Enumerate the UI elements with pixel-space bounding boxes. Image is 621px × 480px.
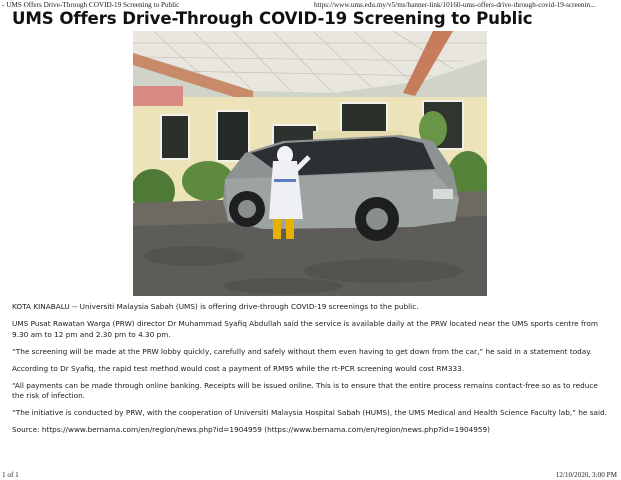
paragraph: UMS Pusat Rawatan Warga (PRW) director Dr Muhammad Syafiq Abdullah said the service is available daily at the PRW located near the UMS sports centre from 9.30 am to 12 pm and 2.30 pm to 4.30 pm. xyxy=(12,318,598,339)
paragraph: According to Dr Syafiq, the rapid test method would cost a payment of RM95 while the rt-PCR screening would cost RM333. xyxy=(12,363,465,373)
photo-drive-through-screening-icon xyxy=(133,31,487,296)
source-line[interactable]: Source: https://www.bernama.com/en/region/news.php?id=1904959 (https://www.bernama.com/en/region/news.php?id=1904959) xyxy=(12,425,491,435)
paragraph: “The initiative is conducted by PRW, with the cooperation of Universiti Malaysia Hospital Sabah (HUMS), the UMS Medical and Health Science Faculty lab,” he said. xyxy=(12,408,607,418)
print-header-url: https://www.ums.edu.my/v5/ms/banner-link/10160-ums-offers-drive-through-covid-19-screenin... xyxy=(314,1,596,9)
article-title: UMS Offers Drive-Through COVID-19 Screening to Public xyxy=(12,9,533,28)
print-datetime: 12/10/2020, 3:00 PM xyxy=(555,471,617,479)
print-footer xyxy=(0,469,621,480)
paragraph: “All payments can be made through online banking. Receipts will be issued online. This is to ensure that the entire process remains contact-free so as to reduce the risk of infection. xyxy=(12,380,598,401)
article-body xyxy=(12,302,612,442)
article-photo xyxy=(133,31,487,296)
paragraph: KOTA KINABALU -- Universiti Malaysia Sabah (UMS) is offering drive-through COVID-19 screenings to the public. xyxy=(12,302,419,311)
print-header-title: - UMS Offers Drive-Through COVID-19 Screening to Public xyxy=(2,1,180,9)
page-number: 1 of 1 xyxy=(2,471,19,479)
paragraph: “The screening will be made at the PRW lobby quickly, carefully and safely without them even having to get down from the car,” he said in a statement today. xyxy=(12,346,592,356)
